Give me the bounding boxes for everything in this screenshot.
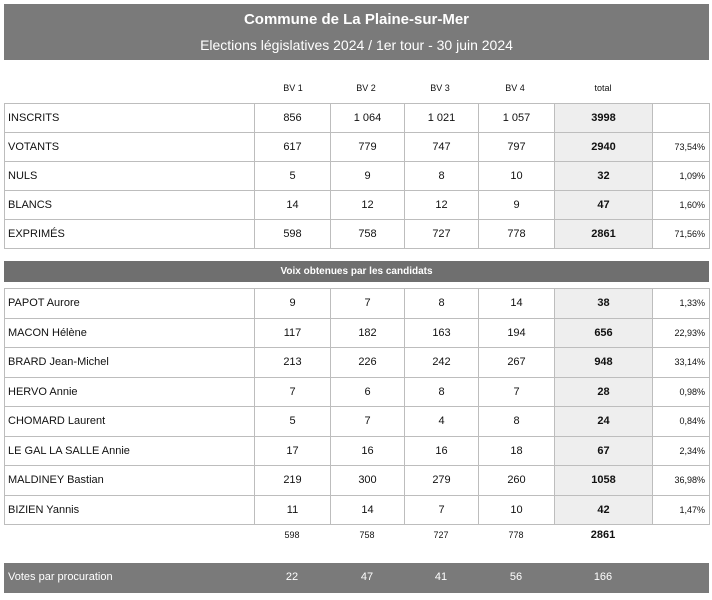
bv4-cell: 194 bbox=[479, 318, 555, 348]
bv1-cell: 5 bbox=[255, 162, 331, 191]
sum-bv4: 778 bbox=[508, 530, 524, 540]
total-cell: 32 bbox=[555, 162, 653, 191]
bv3-cell: 4 bbox=[405, 407, 479, 437]
bv3-cell: 163 bbox=[405, 318, 479, 348]
bv3-cell: 7 bbox=[405, 495, 479, 525]
bv3-cell: 747 bbox=[405, 133, 479, 162]
percent-cell: 1,09% bbox=[653, 162, 710, 191]
percent-cell: 33,14% bbox=[653, 348, 710, 378]
bv2-cell: 7 bbox=[331, 289, 405, 319]
bv3-cell: 8 bbox=[405, 162, 479, 191]
row-label: PAPOT Aurore bbox=[5, 289, 255, 319]
candidate-row bbox=[5, 466, 710, 496]
proxy-label: Votes par procuration bbox=[8, 571, 113, 583]
bv1-cell: 9 bbox=[255, 289, 331, 319]
bv1-cell: 219 bbox=[255, 466, 331, 496]
row-label: VOTANTS bbox=[5, 133, 255, 162]
total-cell: 38 bbox=[555, 289, 653, 319]
bv3-cell: 8 bbox=[405, 289, 479, 319]
row-label: INSCRITS bbox=[5, 104, 255, 133]
total-cell: 47 bbox=[555, 191, 653, 220]
bv2-cell: 1 064 bbox=[331, 104, 405, 133]
summary-table bbox=[4, 103, 710, 249]
proxy-bv4: 56 bbox=[509, 571, 523, 583]
bv3-cell: 727 bbox=[405, 220, 479, 249]
bv1-cell: 856 bbox=[255, 104, 331, 133]
total-cell: 67 bbox=[555, 436, 653, 466]
percent-cell: 1,33% bbox=[653, 289, 710, 319]
bv2-cell: 14 bbox=[331, 495, 405, 525]
candidate-row bbox=[5, 318, 710, 348]
total-cell: 3998 bbox=[555, 104, 653, 133]
bv2-cell: 9 bbox=[331, 162, 405, 191]
bv1-cell: 7 bbox=[255, 377, 331, 407]
proxy-bv3: 41 bbox=[434, 571, 448, 583]
sum-total: 2861 bbox=[590, 529, 616, 541]
sum-bv3: 727 bbox=[433, 530, 449, 540]
proxy-bv1: 22 bbox=[285, 571, 299, 583]
col-header-bv3: BV 3 bbox=[430, 83, 450, 93]
percent-cell bbox=[653, 104, 710, 133]
candidate-row bbox=[5, 289, 710, 319]
bv2-cell: 12 bbox=[331, 191, 405, 220]
candidates-section-title: Voix obtenues par les candidats bbox=[4, 261, 709, 282]
total-cell: 656 bbox=[555, 318, 653, 348]
percent-cell: 1,47% bbox=[653, 495, 710, 525]
percent-cell: 73,54% bbox=[653, 133, 710, 162]
candidate-row bbox=[5, 436, 710, 466]
bv1-cell: 213 bbox=[255, 348, 331, 378]
col-header-bv2: BV 2 bbox=[356, 83, 376, 93]
bv1-cell: 5 bbox=[255, 407, 331, 437]
bv4-cell: 8 bbox=[479, 407, 555, 437]
commune-title: Commune de La Plaine-sur-Mer bbox=[243, 11, 470, 28]
row-label: HERVO Annie bbox=[5, 377, 255, 407]
col-header-bv1: BV 1 bbox=[283, 83, 303, 93]
summary-row bbox=[5, 162, 710, 191]
bv1-cell: 11 bbox=[255, 495, 331, 525]
total-cell: 2861 bbox=[555, 220, 653, 249]
sum-bv2: 758 bbox=[359, 530, 375, 540]
row-label: NULS bbox=[5, 162, 255, 191]
bv4-cell: 260 bbox=[479, 466, 555, 496]
total-cell: 948 bbox=[555, 348, 653, 378]
bv3-cell: 1 021 bbox=[405, 104, 479, 133]
bv2-cell: 16 bbox=[331, 436, 405, 466]
proxy-votes-row bbox=[4, 563, 709, 593]
election-subtitle: Elections législatives 2024 / 1er tour - 30 juin 2024 bbox=[200, 37, 513, 53]
percent-cell: 22,93% bbox=[653, 318, 710, 348]
row-label: CHOMARD Laurent bbox=[5, 407, 255, 437]
percent-cell: 2,34% bbox=[653, 436, 710, 466]
bv2-cell: 182 bbox=[331, 318, 405, 348]
bv2-cell: 300 bbox=[331, 466, 405, 496]
candidates-table bbox=[4, 288, 710, 525]
bv2-cell: 779 bbox=[331, 133, 405, 162]
bv2-cell: 226 bbox=[331, 348, 405, 378]
summary-row bbox=[5, 133, 710, 162]
proxy-total: 166 bbox=[593, 571, 613, 583]
row-label: MALDINEY Bastian bbox=[5, 466, 255, 496]
total-cell: 24 bbox=[555, 407, 653, 437]
bv4-cell: 1 057 bbox=[479, 104, 555, 133]
col-header-total: total bbox=[594, 83, 612, 93]
percent-cell: 36,98% bbox=[653, 466, 710, 496]
row-label: LE GAL LA SALLE Annie bbox=[5, 436, 255, 466]
bv3-cell: 16 bbox=[405, 436, 479, 466]
bv2-cell: 758 bbox=[331, 220, 405, 249]
row-label: BLANCS bbox=[5, 191, 255, 220]
bv4-cell: 778 bbox=[479, 220, 555, 249]
percent-cell: 0,84% bbox=[653, 407, 710, 437]
row-label: EXPRIMÉS bbox=[5, 220, 255, 249]
bv2-cell: 6 bbox=[331, 377, 405, 407]
bv3-cell: 12 bbox=[405, 191, 479, 220]
total-cell: 42 bbox=[555, 495, 653, 525]
sum-bv1: 598 bbox=[284, 530, 300, 540]
col-header-bv4: BV 4 bbox=[505, 83, 525, 93]
percent-cell: 1,60% bbox=[653, 191, 710, 220]
candidate-row bbox=[5, 377, 710, 407]
bv3-cell: 242 bbox=[405, 348, 479, 378]
proxy-bv2: 47 bbox=[360, 571, 374, 583]
bv1-cell: 14 bbox=[255, 191, 331, 220]
bv1-cell: 117 bbox=[255, 318, 331, 348]
bv4-cell: 10 bbox=[479, 162, 555, 191]
percent-cell: 0,98% bbox=[653, 377, 710, 407]
bv2-cell: 7 bbox=[331, 407, 405, 437]
bv4-cell: 7 bbox=[479, 377, 555, 407]
bv4-cell: 797 bbox=[479, 133, 555, 162]
bv4-cell: 9 bbox=[479, 191, 555, 220]
candidate-row bbox=[5, 407, 710, 437]
candidate-row bbox=[5, 495, 710, 525]
bv1-cell: 598 bbox=[255, 220, 331, 249]
bv3-cell: 279 bbox=[405, 466, 479, 496]
row-label: BIZIEN Yannis bbox=[5, 495, 255, 525]
report-header bbox=[4, 4, 709, 60]
bv4-cell: 267 bbox=[479, 348, 555, 378]
total-cell: 1058 bbox=[555, 466, 653, 496]
bv1-cell: 617 bbox=[255, 133, 331, 162]
bv3-cell: 8 bbox=[405, 377, 479, 407]
row-label: BRARD Jean-Michel bbox=[5, 348, 255, 378]
summary-row bbox=[5, 220, 710, 249]
bv4-cell: 14 bbox=[479, 289, 555, 319]
bv1-cell: 17 bbox=[255, 436, 331, 466]
total-cell: 28 bbox=[555, 377, 653, 407]
bv4-cell: 18 bbox=[479, 436, 555, 466]
candidate-row bbox=[5, 348, 710, 378]
row-label: MACON Hélène bbox=[5, 318, 255, 348]
summary-row bbox=[5, 104, 710, 133]
bv4-cell: 10 bbox=[479, 495, 555, 525]
percent-cell: 71,56% bbox=[653, 220, 710, 249]
total-cell: 2940 bbox=[555, 133, 653, 162]
summary-row bbox=[5, 191, 710, 220]
